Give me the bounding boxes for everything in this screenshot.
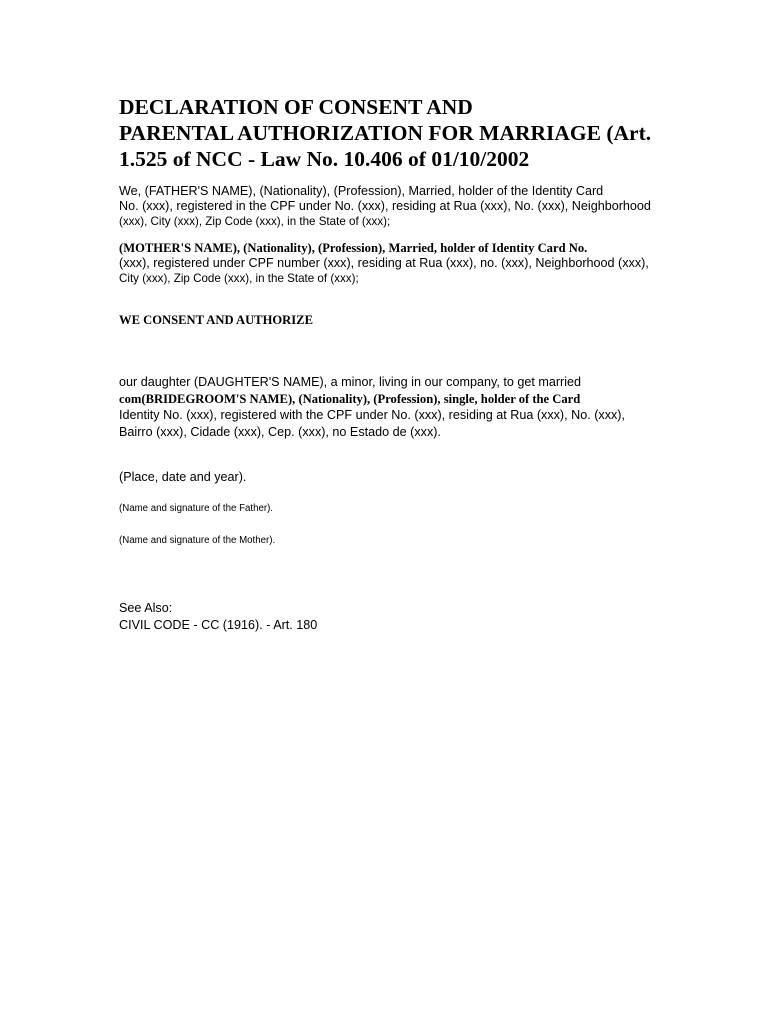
father-line-3: (xxx), City (xxx), Zip Code (xxx), in the State of (xxx); [119, 215, 391, 228]
father-paragraph [119, 184, 699, 229]
daughter-line-4: Bairro (xxx), Cidade (xxx), Cep. (xxx), no Estado de (xxx). [119, 424, 441, 439]
mother-line-3: City (xxx), Zip Code (xxx), in the State of (xxx); [119, 272, 359, 285]
mother-paragraph [119, 241, 699, 286]
father-line-2: No. (xxx), registered in the CPF under No. (xxx), residing at Rua (xxx), No. (xxx), Neighborhood [119, 199, 651, 213]
father-line-1: We, (FATHER'S NAME), (Nationality), (Profession), Married, holder of the Identity Card [119, 184, 604, 198]
title-line-2: PARENTAL AUTHORIZATION FOR MARRIAGE (Art. [119, 121, 652, 145]
mother-line-2: (xxx), registered under CPF number (xxx), residing at Rua (xxx), no. (xxx), Neighborhood (xxx), [119, 256, 649, 270]
daughter-paragraph [119, 374, 699, 440]
see-also [119, 600, 699, 633]
signature-father: (Name and signature of the Father). [119, 503, 274, 514]
daughter-line-1: our daughter (DAUGHTER'S NAME), a minor, living in our company, to get married [119, 375, 582, 389]
see-also-reference: CIVIL CODE - CC (1916). - Art. 180 [119, 617, 318, 632]
signature-mother: (Name and signature of the Mother). [119, 535, 276, 546]
daughter-line-2: com(BRIDEGROOM'S NAME), (Nationality), (Profession), single, holder of the Card [119, 391, 581, 406]
daughter-line-3: Identity No. (xxx), registered with the CPF under No. (xxx), residing at Rua (xxx), No. (xxx), [119, 408, 626, 422]
place-date: (Place, date and year). [119, 470, 247, 484]
mother-line-1: (MOTHER'S NAME), (Nationality), (Profession), Married, holder of Identity Card No. [119, 241, 588, 255]
title-line-1: DECLARATION OF CONSENT AND [119, 95, 473, 119]
document-title [119, 94, 719, 172]
consent-heading: WE CONSENT AND AUTHORIZE [119, 313, 313, 327]
title-line-3: 1.525 of NCC - Law No. 10.406 of 01/10/2002 [119, 147, 530, 171]
see-also-label: See Also: [119, 601, 173, 615]
